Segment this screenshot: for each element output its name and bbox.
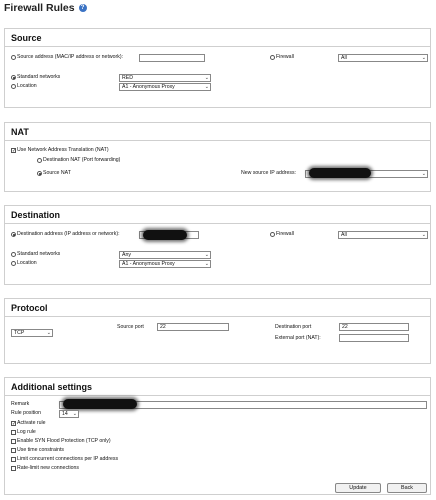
new-source-ip-label: New source IP address: xyxy=(241,170,296,176)
time-constraints-checkbox[interactable] xyxy=(11,448,16,453)
dest-standard-label: Standard networks xyxy=(17,251,61,257)
dest-firewall-radio[interactable] xyxy=(270,232,275,237)
remark-label: Remark xyxy=(11,401,30,407)
dest-port-value: 22 xyxy=(342,324,348,330)
destination-divider xyxy=(5,223,430,224)
source-firewall-label: Firewall xyxy=(276,54,294,60)
rule-position-label: Rule position xyxy=(11,410,41,416)
source-port-label: Source port xyxy=(117,324,144,330)
limit-connections-checkbox[interactable] xyxy=(11,457,16,462)
nat-title: NAT xyxy=(11,127,29,137)
syn-flood-checkbox[interactable] xyxy=(11,439,16,444)
chevron-down-icon: ⌄ xyxy=(204,75,209,81)
chevron-down-icon: ⌄ xyxy=(204,84,209,90)
source-address-radio[interactable] xyxy=(11,55,16,60)
protocol-panel xyxy=(4,298,431,364)
redacted-address xyxy=(143,230,187,240)
redacted-remark xyxy=(63,399,137,409)
help-icon[interactable]: ? xyxy=(79,4,87,12)
chevron-down-icon: ⌄ xyxy=(204,252,209,258)
dest-firewall-value: All xyxy=(341,232,347,238)
protocol-select[interactable] xyxy=(11,329,53,337)
source-location-radio[interactable] xyxy=(11,84,16,89)
rate-limit-checkbox[interactable] xyxy=(11,466,16,471)
source-location-select[interactable] xyxy=(119,83,211,91)
snat-label: Source NAT xyxy=(43,170,71,176)
additional-title: Additional settings xyxy=(11,382,92,392)
dest-firewall-select[interactable] xyxy=(338,231,428,239)
dest-standard-select[interactable] xyxy=(119,251,211,259)
limit-connections-label: Limit concurrent connections per IP address xyxy=(17,456,119,462)
page-title-text: Firewall Rules xyxy=(4,2,75,14)
dest-port-input[interactable] xyxy=(339,323,409,331)
source-firewall-select[interactable] xyxy=(338,54,428,62)
redacted-ip xyxy=(309,168,371,178)
rule-position-value: 14 xyxy=(62,411,68,417)
activate-rule-label: Activate rule xyxy=(17,420,46,426)
dest-firewall-label: Firewall xyxy=(276,231,294,237)
dest-location-value: A1 - Anonymous Proxy xyxy=(122,261,175,267)
source-location-label: Location xyxy=(17,83,37,89)
activate-rule-checkbox[interactable]: ✓ xyxy=(12,421,17,427)
chevron-down-icon: ⌄ xyxy=(72,411,77,417)
log-rule-label: Log rule xyxy=(17,429,36,435)
source-standard-value: RED xyxy=(122,75,133,81)
dest-location-radio[interactable] xyxy=(11,261,16,266)
source-standard-label: Standard networks xyxy=(17,74,61,80)
additional-settings-panel xyxy=(4,377,431,495)
dest-location-select[interactable] xyxy=(119,260,211,268)
nat-panel xyxy=(4,122,431,192)
update-button[interactable]: Update xyxy=(335,483,381,493)
external-port-input[interactable] xyxy=(339,334,409,342)
back-button[interactable]: Back xyxy=(387,483,427,493)
page-title xyxy=(4,2,87,14)
dest-address-radio[interactable] xyxy=(11,232,16,237)
source-standard-select[interactable] xyxy=(119,74,211,82)
dest-standard-value: Any xyxy=(122,252,131,258)
time-constraints-label: Use time constraints xyxy=(17,447,64,453)
source-standard-radio[interactable] xyxy=(11,75,16,80)
dest-address-label: Destination address (IP address or network): xyxy=(17,231,120,237)
use-nat-label: Use Network Address Translation (NAT) xyxy=(17,147,109,153)
nat-divider xyxy=(5,140,430,141)
external-port-label: External port (NAT): xyxy=(275,335,321,341)
dnat-label: Destination NAT (Port forwarding) xyxy=(43,157,121,163)
rule-position-select[interactable] xyxy=(59,410,79,418)
chevron-down-icon: ⌄ xyxy=(204,261,209,267)
protocol-title: Protocol xyxy=(11,303,48,313)
log-rule-checkbox[interactable] xyxy=(11,430,16,435)
source-divider xyxy=(5,46,430,47)
use-nat-checkbox[interactable]: ✓ xyxy=(12,148,17,154)
source-address-input[interactable] xyxy=(139,54,205,62)
source-address-label: Source address (MAC/IP address or network): xyxy=(17,54,124,60)
chevron-down-icon: ⌄ xyxy=(421,232,426,238)
snat-radio[interactable] xyxy=(37,171,42,176)
protocol-divider xyxy=(5,316,430,317)
source-panel xyxy=(4,28,431,108)
source-firewall-value: All xyxy=(341,55,347,61)
source-port-input[interactable] xyxy=(157,323,229,331)
destination-panel xyxy=(4,205,431,285)
protocol-value: TCP xyxy=(14,330,25,336)
dest-location-label: Location xyxy=(17,260,37,266)
chevron-down-icon: ⌄ xyxy=(421,171,426,177)
rate-limit-label: Rate-limit new connections xyxy=(17,465,79,471)
chevron-down-icon: ⌄ xyxy=(421,55,426,61)
source-port-value: 22 xyxy=(160,324,166,330)
source-location-value: A1 - Anonymous Proxy xyxy=(122,84,175,90)
additional-divider xyxy=(5,395,430,396)
dnat-radio[interactable] xyxy=(37,158,42,163)
dest-standard-radio[interactable] xyxy=(11,252,16,257)
source-title: Source xyxy=(11,33,42,43)
source-firewall-radio[interactable] xyxy=(270,55,275,60)
syn-flood-label: Enable SYN Flood Protection (TCP only) xyxy=(17,438,111,444)
destination-title: Destination xyxy=(11,210,61,220)
dest-port-label: Destination port xyxy=(275,324,312,330)
chevron-down-icon: ⌄ xyxy=(46,330,51,336)
